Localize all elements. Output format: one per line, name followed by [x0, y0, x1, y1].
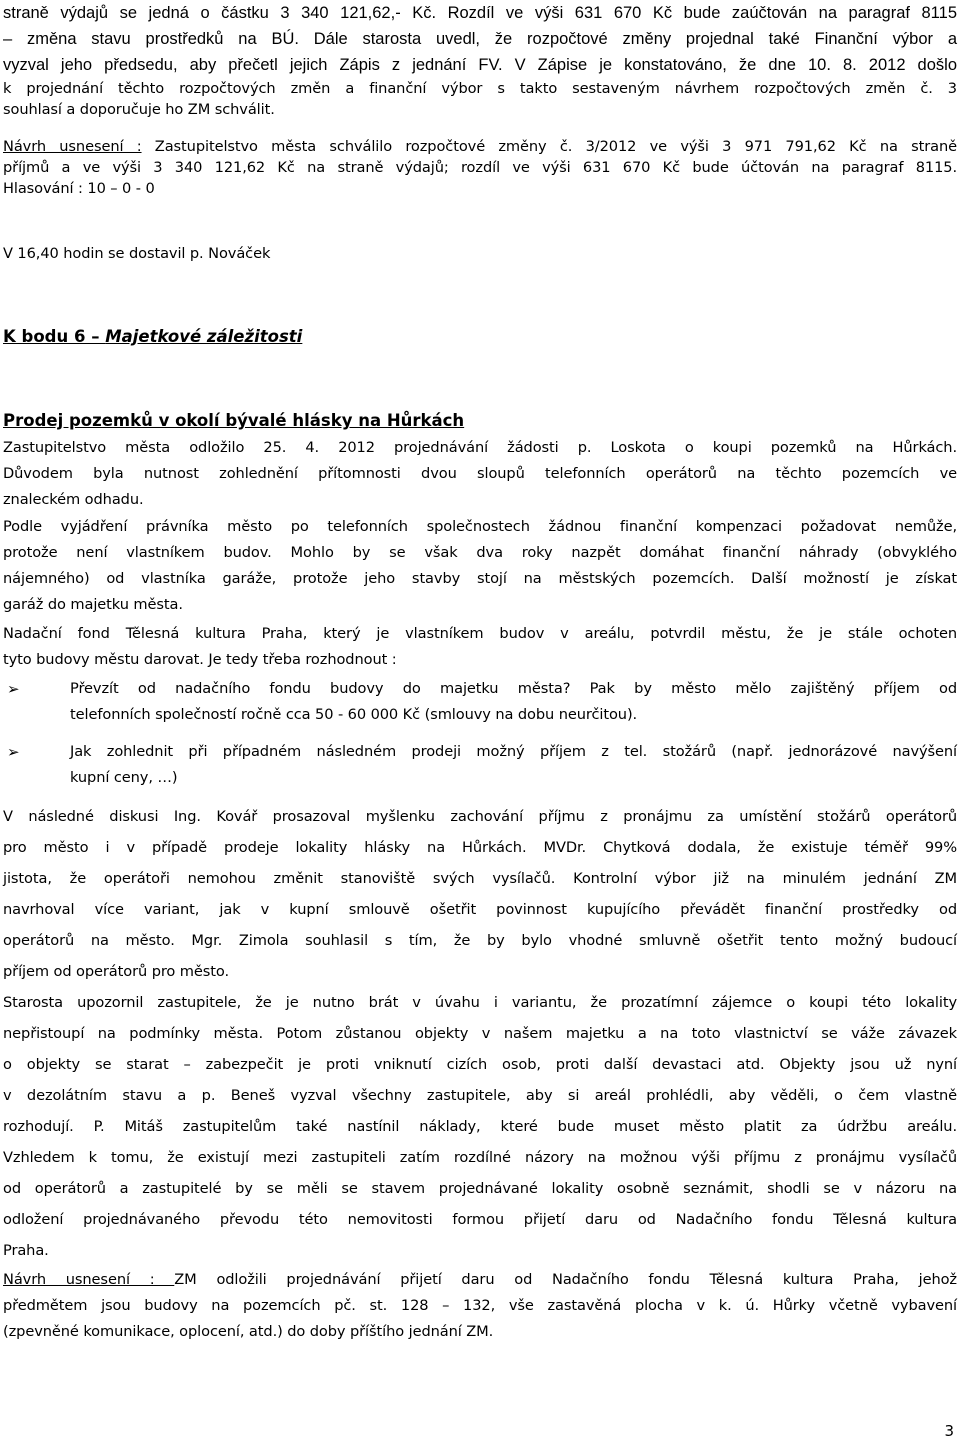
resolution-text: Zastupitelstvo města schválilo rozpočtové změny č. 3/2012 ve výši 3 971 791,62 Kč na straně	[141, 138, 957, 155]
text-line: znaleckém odhadu.	[3, 491, 144, 508]
resolution-label: Návrh usnesení :	[3, 1271, 175, 1288]
text-line: Podle vyjádření právníka město po telefonních společnostech žádnou finanční kompenzaci požadovat nemůže,	[3, 518, 957, 535]
arrival-note	[3, 241, 957, 267]
bullet-item	[3, 676, 957, 736]
text-line: tyto budovy městu darovat. Je tedy třeba rozhodnout :	[3, 651, 397, 668]
resolution-2	[3, 1267, 957, 1345]
text-line: nájemného) od vlastníka garáže, protože jeho stavby stojí na městských pozemcích. Další možností je získat	[3, 570, 957, 587]
text-line: příjmů a ve výši 3 340 121,62 Kč na straně výdajů; rozdíl ve výši 631 670 Kč bude účtován na paragraf 8115.	[3, 159, 957, 176]
text-line: straně výdajů se jedná o částku 3 340 121,62,- Kč. Rozdíl ve výši 631 670 Kč bude zaúčtován na paragraf 8115	[3, 4, 957, 22]
paragraph-1	[3, 435, 957, 513]
text-line: kupní ceny, …)	[70, 769, 178, 786]
text-line	[3, 1267, 957, 1293]
text-line: Převzít od nadačního fondu budovy do majetku města? Pak by město mělo zajištěný příjem od	[70, 680, 957, 697]
intro-paragraph-continued	[3, 78, 957, 120]
text-line: k projednání těchto rozpočtových změn a finanční výbor s takto sestaveným návrhem rozpočtových změn č. 3	[3, 80, 957, 97]
text-line: o objekty se starat – zabezpečit je proti vniknutí cizích osob, proti další devastaci atd. Objekty jsou už nyní	[3, 1056, 957, 1073]
text-line: příjem od operátorů pro město.	[3, 963, 230, 980]
bullet-text	[70, 676, 957, 728]
paragraph-2	[3, 514, 957, 618]
page-number: 3	[944, 1422, 954, 1440]
text-line: Důvodem byla nutnost zohlednění přítomnosti dvou sloupů telefonních operátorů na těchto pozemcích ve	[3, 465, 957, 482]
section-heading	[3, 327, 302, 346]
text-line	[3, 136, 957, 157]
text-line: Nadační fond Tělesná kultura Praha, který je vlastníkem budov v areálu, potvrdil městu, že je stále ochoten	[3, 625, 957, 642]
text-line: operátorů na město. Mgr. Zimola souhlasil s tím, že by bylo vhodné smluvně ošetřit tento možný budoucí	[3, 932, 957, 949]
text-line: od operátorů a zastupitelé by se měli se stavem projednávané lokality osobně seznámit, shodli se v názoru na	[3, 1180, 957, 1197]
text-line: Vzhledem k tomu, že existují mezi zastupiteli zatím rozdílné názory na možnou výši příjmu z pronájmu vysílačů	[3, 1149, 957, 1166]
subheading	[3, 411, 464, 430]
bullet-text	[70, 739, 957, 791]
text-line: V následné diskusi Ing. Kovář prosazoval myšlenku zachování příjmu z pronájmu za umístění stožárů operátorů	[3, 808, 957, 825]
vote-line: Hlasování : 10 – 0 - 0	[3, 180, 155, 197]
text-line: – změna stavu prostředků na BÚ. Dále starosta uvedl, že rozpočtové změny projednal také Finanční výbor a	[3, 30, 957, 48]
arrow-bullet-icon: ➢	[7, 743, 20, 761]
bullet-item	[3, 739, 957, 799]
section-title: Majetkové záležitosti	[105, 327, 303, 346]
paragraph-5	[3, 987, 957, 1266]
text-line: garáž do majetku města.	[3, 596, 183, 613]
text-line: telefonních společností ročně cca 50 - 60 000 Kč (smlouvy na dobu neurčitou).	[70, 706, 638, 723]
resolution-1	[3, 136, 957, 199]
text-line: rozhodují. P. Mitáš zastupitelům také nastínil náklady, které bude muset město platit za údržbu areálu.	[3, 1118, 957, 1135]
arrival-text: V 16,40 hodin se dostavil p. Nováček	[3, 245, 271, 262]
text-line: (zpevněné komunikace, oplocení, atd.) do doby příštího jednání ZM.	[3, 1323, 494, 1340]
paragraph-4	[3, 801, 957, 987]
text-line: pro město i v případě prodeje lokality hlásky na Hůrkách. MVDr. Chytková dodala, že existuje téměř 99%	[3, 839, 957, 856]
text-line: jistota, že operátoři nemohou změnit stanoviště svých vysílačů. Kontrolní výbor již na minulém jednání ZM	[3, 870, 957, 887]
text-line: Praha.	[3, 1242, 49, 1259]
arrow-bullet-icon: ➢	[7, 680, 20, 698]
text-line: Starosta upozornil zastupitele, že je nutno brát v úvahu i variantu, že prozatímní zájemce o koupi této lokality	[3, 994, 957, 1011]
text-line: Zastupitelstvo města odložilo 25. 4. 2012 projednávání žádosti p. Loskota o koupi pozemků na Hůrkách.	[3, 439, 957, 456]
text-line: v dezolátním stavu a p. Beneš vyzval všechny zastupitele, aby si areál prohlédli, aby věděli, o čem vlastně	[3, 1087, 957, 1104]
text-line: souhlasí a doporučuje ho ZM schválit.	[3, 101, 275, 118]
text-line: předmětem jsou budovy na pozemcích pč. st. 128 – 132, vše zastavěná plocha v k. ú. Hůrky včetně vybavení	[3, 1297, 957, 1314]
text-line: protože není vlastníkem budov. Mohlo by se však dva roky nazpět domáhat finanční náhrady (obvyklého	[3, 544, 957, 561]
text-line: navrhoval více variant, jak v kupní smlouvě ošetřit povinnost kupujícího převádět finanční prostředky od	[3, 901, 957, 918]
text-line: Jak zohlednit při případném následném prodeji možný příjem z tel. stožárů (např. jednorázové navýšení	[70, 743, 957, 760]
resolution-text: ZM odložili projednávání přijetí daru od Nadačního fondu Tělesná kultura Praha, jehož	[174, 1271, 957, 1288]
text-line: nepřistoupí na podmínky města. Potom zůstanou objekty v našem majetku a na toto vlastnictví se váže závazek	[3, 1025, 957, 1042]
resolution-label: Návrh usnesení :	[3, 138, 142, 155]
paragraph-3	[3, 621, 957, 673]
text-line: vyzval jeho předsedu, aby přečetl jejich Zápis z jednání FV. V Zápise je konstatováno, že dne 10. 8. 2012 došlo	[3, 56, 957, 74]
text-line: odložení projednávaného převodu této nemovitosti formou přijetí daru od Nadačního fondu Tělesná kultura	[3, 1211, 957, 1228]
subheading-text: Prodej pozemků v okolí bývalé hlásky na Hůrkách	[3, 411, 465, 430]
section-prefix: K bodu 6 –	[3, 327, 106, 346]
intro-paragraph	[3, 0, 957, 78]
